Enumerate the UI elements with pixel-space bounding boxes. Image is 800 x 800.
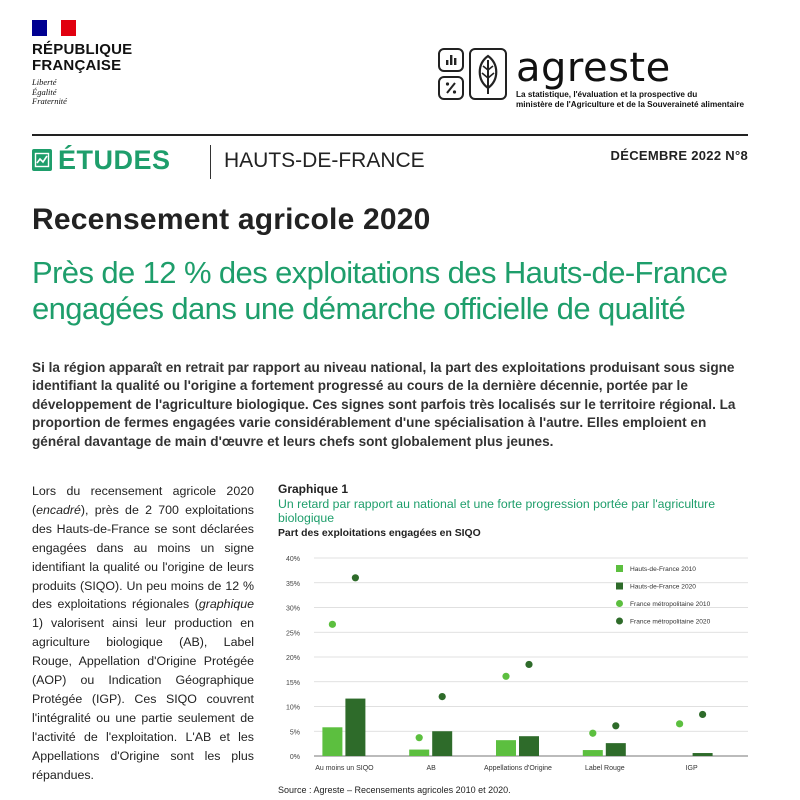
leaf-icon — [469, 48, 507, 100]
percent-icon — [438, 76, 464, 100]
body-text: Lors du recensement agricole 2020 (encadré), près de 2 700 exploitations des Hauts-de-France se sont déclarées engagées dans au moins un signe identifiant la qualité ou l'origine de leurs produits (SIQO). Un peu moins de 12 % des exploitations régionales (graphique 1) valorisent ainsi leur production en agriculture biologique (AB), Label Rouge, Appellation d'Origine Protégée (AOP) ou Indication Géographique Protégée (IGP). Ces SIQO couvrent l'intégralité ou une partie seulement de l'activité de l'exploitation. L'AB et les Appellations d'Origine sont les plus répandues. — [32, 484, 254, 782]
y-tick-label: 10% — [285, 704, 300, 712]
agreste-logo — [438, 45, 745, 109]
agreste-wordmark: agreste — [516, 45, 671, 91]
header-divider — [32, 134, 748, 136]
x-tick-label: IGP — [685, 765, 698, 772]
bar-hdf-2010 — [496, 740, 516, 756]
siqo-chart — [278, 546, 748, 787]
bar-hdf-2020 — [693, 753, 713, 756]
republique-francaise-name: RÉPUBLIQUE FRANÇAISE — [32, 41, 133, 74]
point-france-2020 — [699, 711, 706, 718]
y-tick-label: 20% — [285, 655, 300, 662]
y-tick-label: 0% — [289, 754, 300, 761]
point-france-2020 — [352, 574, 359, 581]
legend-label: France métropolitaine 2020 — [630, 618, 711, 626]
agreste-logo-icons — [438, 48, 510, 104]
bar-hdf-2020 — [345, 699, 365, 756]
point-france-2010 — [416, 734, 423, 741]
legend-label: France métropolitaine 2010 — [630, 601, 711, 608]
legend-label: Hauts-de-France 2020 — [630, 583, 696, 591]
agreste-tagline: La statistique, l'évaluation et la prospective du ministère de l'Agriculture et de la Souveraineté alimentaire — [516, 90, 745, 109]
y-tick-label: 5% — [289, 729, 300, 737]
bar-hdf-2020 — [432, 731, 452, 756]
legend-label: Hauts-de-France 2010 — [630, 566, 696, 573]
point-france-2010 — [502, 673, 509, 680]
graph-subtitle: Part des exploitations engagées en SIQO — [278, 528, 481, 539]
trend-chart-icon — [32, 149, 52, 171]
graph-label: Graphique 1 — [278, 482, 349, 496]
bar-hdf-2010 — [409, 750, 429, 756]
point-france-2010 — [589, 730, 596, 737]
legend-swatch — [616, 618, 623, 625]
document-title: Recensement agricole 2020 — [32, 203, 431, 236]
republique-motto: Liberté Égalité Fraternité — [32, 77, 67, 106]
bar-chart-icon — [438, 48, 464, 72]
region-label: HAUTS-DE-FRANCE — [224, 149, 425, 172]
graph-title: Un retard par rapport au national et une forte progression portée par l'agriculture biologique — [278, 497, 716, 525]
bar-hdf-2020 — [519, 736, 539, 756]
point-france-2010 — [676, 720, 683, 727]
bar-hdf-2020 — [606, 743, 626, 756]
point-france-2020 — [439, 693, 446, 700]
point-france-2010 — [329, 621, 336, 628]
legend-swatch — [616, 600, 623, 607]
headline: Près de 12 % des exploitations des Hauts-de-France engagées dans une démarche officielle de qualité — [32, 255, 728, 326]
bar-hdf-2010 — [583, 750, 603, 756]
y-tick-label: 40% — [285, 556, 300, 563]
section-band — [32, 145, 425, 175]
y-tick-label: 15% — [285, 679, 300, 687]
y-tick-label: 30% — [285, 605, 300, 613]
section-label: ÉTUDES — [58, 145, 171, 175]
bar-hdf-2010 — [322, 727, 342, 756]
publication-date: DÉCEMBRE 2022 N°8 — [610, 148, 748, 163]
republique-francaise-logo — [32, 20, 132, 107]
x-tick-label: Appellations d'Origine — [484, 765, 552, 772]
marianne-flag-icon — [32, 20, 76, 36]
point-france-2020 — [525, 661, 532, 668]
band-separator — [210, 145, 211, 179]
x-tick-label: Label Rouge — [584, 765, 625, 772]
lead-paragraph: Si la région apparaît en retrait par rapport au niveau national, la part des exploitations produisant sous signe identifiant la qualité ou l'origine a fortement progressé au cours de la dernière décennie, portée par le développement de l'agriculture biologique. Ces signes sont parfois très localisés sur le territoire régional. La proportion de fermes engagées varie considérablement d'une spécialisation à l'autre. Elles emploient en général davantage de main d'œuvre et leurs chefs sont globalement plus jeunes. — [32, 360, 736, 449]
x-tick-label: Au moins un SIQO — [315, 765, 374, 772]
point-france-2020 — [612, 722, 619, 729]
x-tick-label: AB — [426, 765, 436, 772]
legend-swatch — [616, 565, 623, 572]
legend-swatch — [616, 583, 623, 590]
y-tick-label: 25% — [285, 630, 300, 638]
y-tick-label: 35% — [285, 580, 300, 588]
graph-source: Source : Agreste – Recensements agricoles 2010 et 2020. — [278, 785, 511, 795]
